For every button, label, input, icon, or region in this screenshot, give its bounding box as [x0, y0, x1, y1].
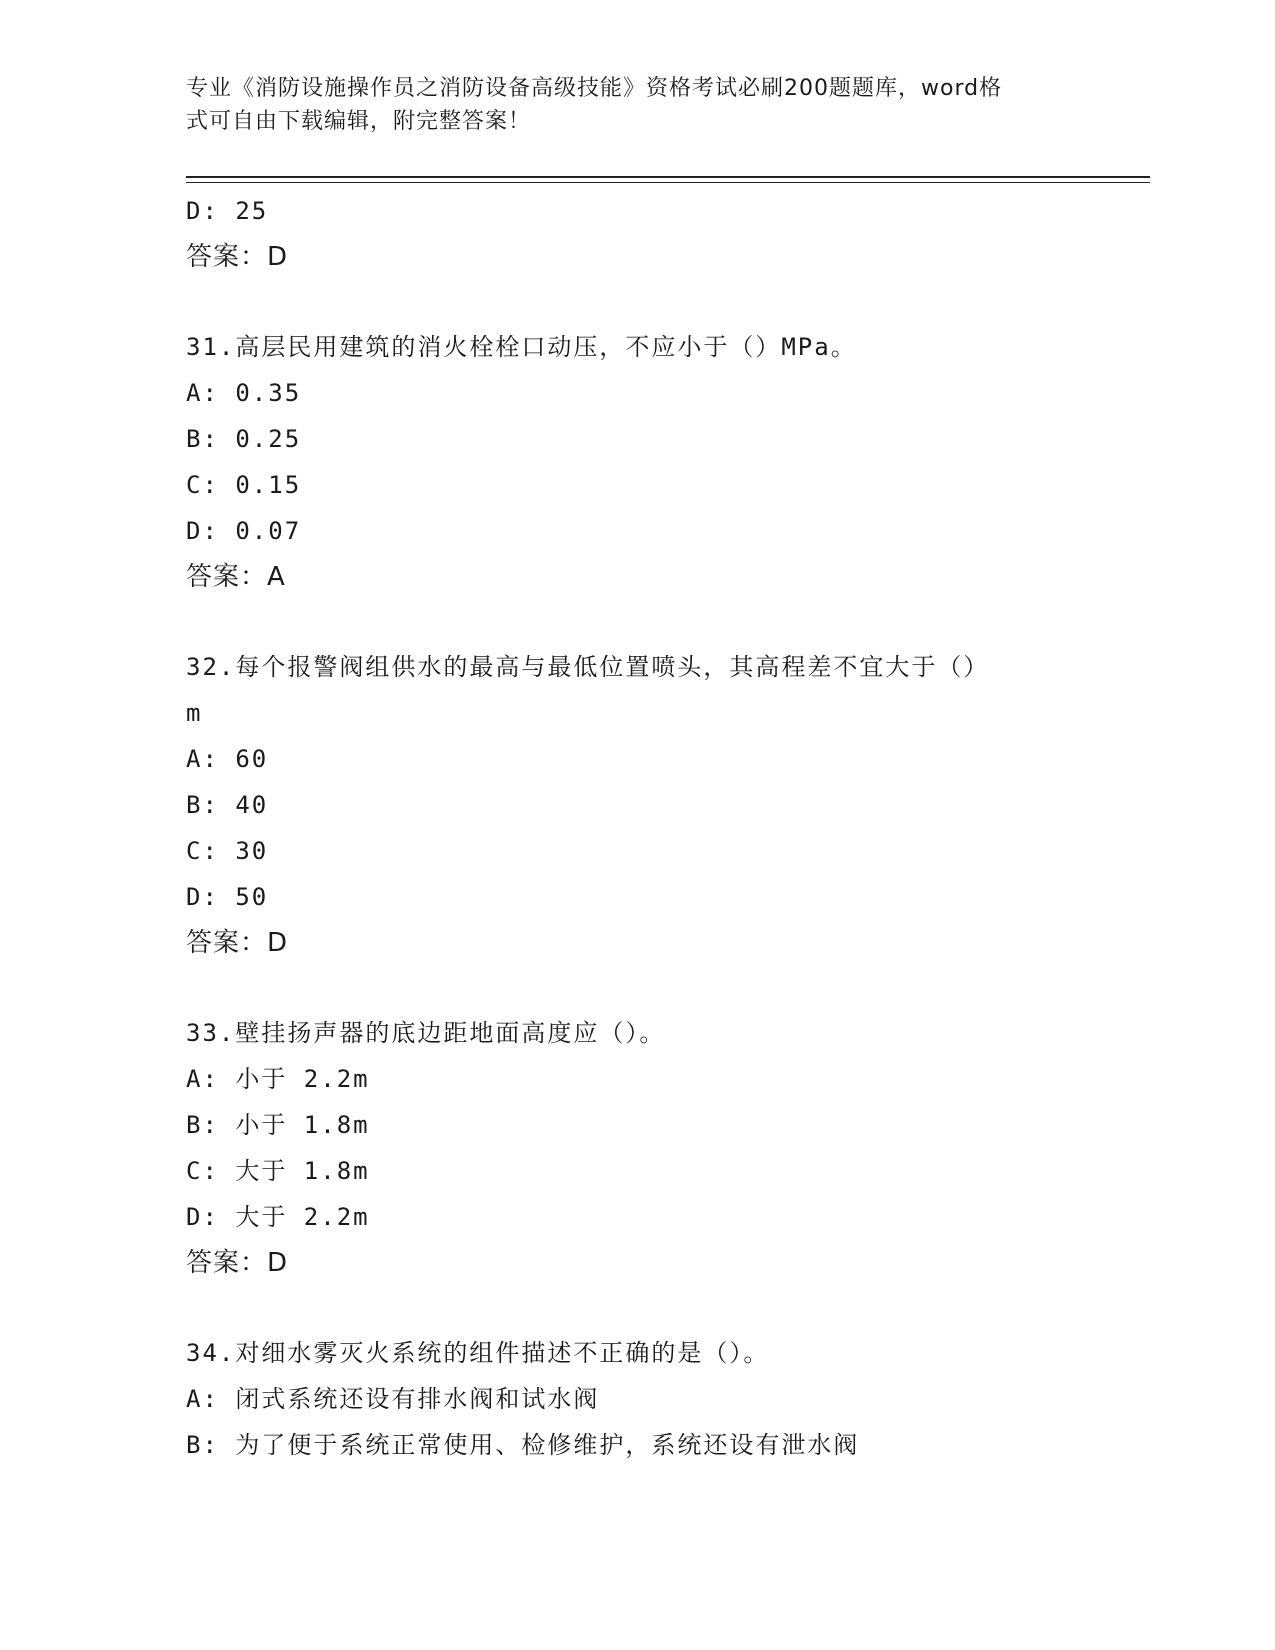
question-31	[186, 324, 1150, 600]
question-34-option-b: B: 为了便于系统正常使用、检修维护，系统还设有泄水阀	[186, 1431, 860, 1459]
question-32-answer: 答案：D	[186, 928, 289, 958]
question-33-option-b: B: 小于 1.8m	[186, 1111, 370, 1139]
question-31-option-b: B: 0.25	[186, 425, 302, 453]
question-32-text-line-1: 32.每个报警阀组供水的最高与最低位置喷头，其高程差不宜大于（）	[186, 653, 990, 681]
header-divider-thick	[186, 176, 1150, 178]
question-32-option-c: C: 30	[186, 837, 269, 865]
question-34	[186, 1330, 1150, 1468]
question-34-text: 34.对细水雾灭火系统的组件描述不正确的是（）。	[186, 1339, 770, 1367]
question-31-option-c: C: 0.15	[186, 471, 302, 499]
prev-answer: 答案：D	[186, 242, 289, 272]
prev-option-d: D: 25	[186, 197, 269, 225]
question-32-text-line-2: m	[186, 699, 203, 727]
question-33	[186, 1010, 1150, 1286]
question-32	[186, 644, 1150, 966]
question-33-option-a: A: 小于 2.2m	[186, 1065, 370, 1093]
question-31-option-a: A: 0.35	[186, 379, 302, 407]
question-31-text: 31.高层民用建筑的消火栓栓口动压，不应小于（）MPa。	[186, 333, 857, 361]
header-line-2: 式可自由下载编辑，附完整答案！	[186, 109, 532, 134]
question-32-option-d: D: 50	[186, 883, 269, 911]
header-line-1: 专业《消防设施操作员之消防设备高级技能》资格考试必刷200题题库，word格	[186, 76, 1003, 101]
question-32-option-a: A: 60	[186, 745, 269, 773]
header-divider-thin	[186, 182, 1150, 183]
question-31-option-d: D: 0.07	[186, 517, 302, 545]
document-header	[186, 72, 1066, 138]
question-34-option-a: A: 闭式系统还设有排水阀和试水阀	[186, 1385, 600, 1413]
question-32-option-b: B: 40	[186, 791, 269, 819]
question-33-text: 33.壁挂扬声器的底边距地面高度应（）。	[186, 1019, 666, 1047]
question-33-answer: 答案：D	[186, 1248, 289, 1278]
question-list	[186, 188, 1150, 1468]
question-33-option-c: C: 大于 1.8m	[186, 1157, 370, 1185]
question-31-answer: 答案：A	[186, 562, 286, 592]
question-33-option-d: D: 大于 2.2m	[186, 1203, 370, 1231]
